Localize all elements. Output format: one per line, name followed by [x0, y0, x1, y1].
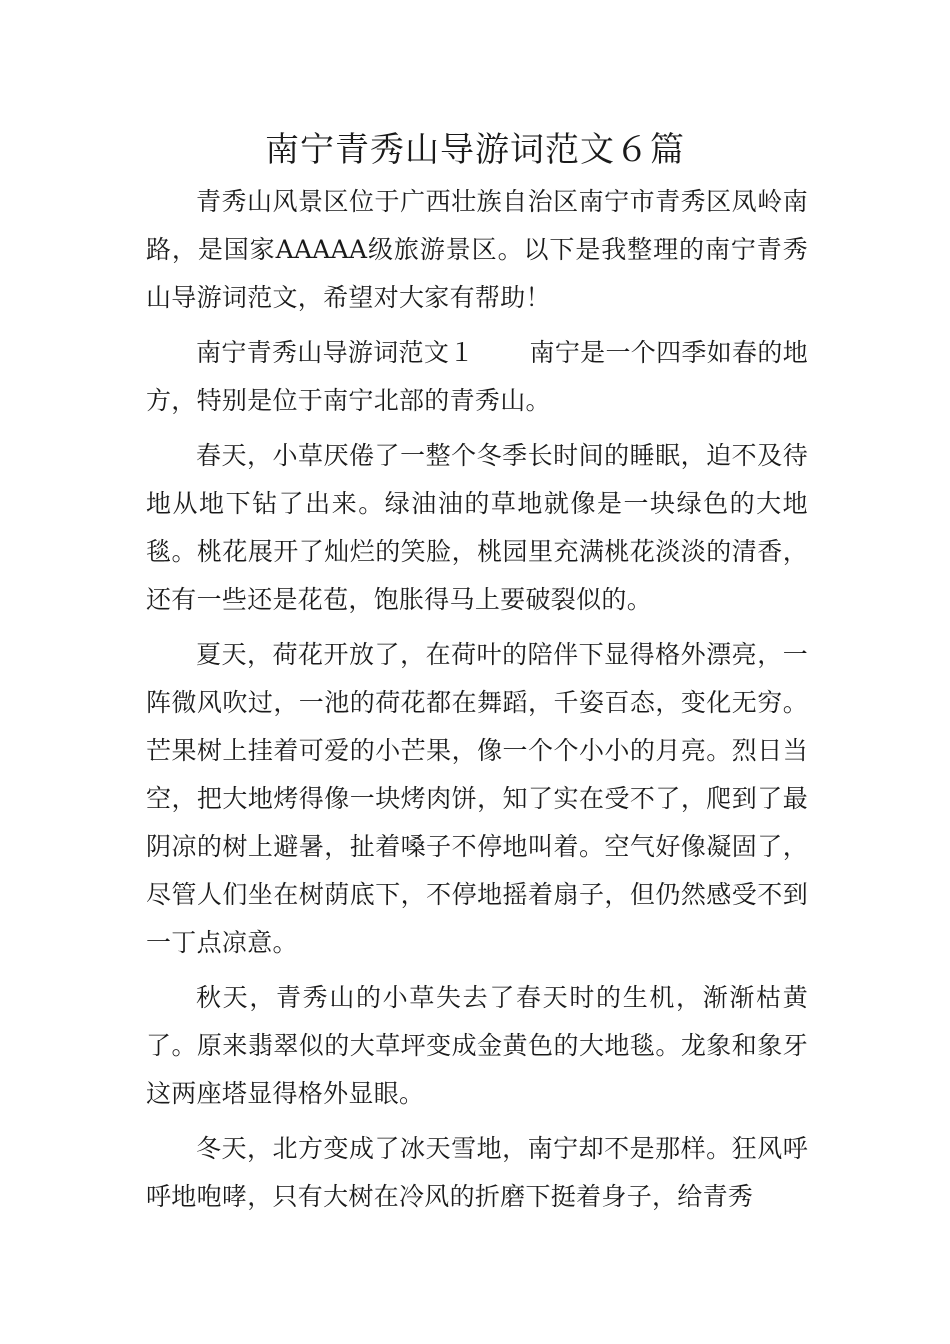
section-heading: 南宁青秀山导游词范文１ [196, 338, 475, 367]
intro-paragraph: 青秀山风景区位于广西壮族自治区南宁市青秀区凤岭南路，是国家AAAAA级旅游景区。以下是我整理的南宁青秀山导游词范文，希望对大家有帮助！ [146, 187, 808, 312]
autumn-paragraph: 秋天，青秀山的小草失去了春天时的生机，渐渐枯黄了。原来翡翠似的大草坪变成金黄色的大地毯。龙象和象牙这两座塔显得格外显眼。 [146, 983, 808, 1108]
winter-paragraph: 冬天，北方变成了冰天雪地，南宁却不是那样。狂风呼呼地咆哮，只有大树在冷风的折磨下挺着身子，给青秀 [146, 1134, 808, 1211]
section-first-sentence: 南宁是一个四季如春的地方，特别是位于南宁北部的青秀山。 [146, 338, 808, 415]
section-paragraph [146, 329, 808, 425]
spring-paragraph: 春天，小草厌倦了一整个冬季长时间的睡眠，迫不及待地从地下钻了出来。绿油油的草地就像是一块绿色的大地毯。桃花展开了灿烂的笑脸，桃园里充满桃花淡淡的清香，还有一些还是花苞，饱胀得马上要破裂似的。 [146, 441, 808, 614]
document-title: 南宁青秀山导游词范文６篇 [265, 130, 685, 170]
document-body [146, 178, 808, 1228]
summer-paragraph: 夏天，荷花开放了，在荷叶的陪伴下显得格外漂亮，一阵微风吹过，一池的荷花都在舞蹈，千姿百态，变化无穷。芒果树上挂着可爱的小芒果，像一个个小小的月亮。烈日当空，把大地烤得像一块烤肉饼，知了实在受不了，爬到了最阴凉的树上避暑，扯着嗓子不停地叫着。空气好像凝固了，尽管人们坐在树荫底下，不停地摇着扇子，但仍然感受不到一丁点凉意。 [146, 640, 808, 957]
